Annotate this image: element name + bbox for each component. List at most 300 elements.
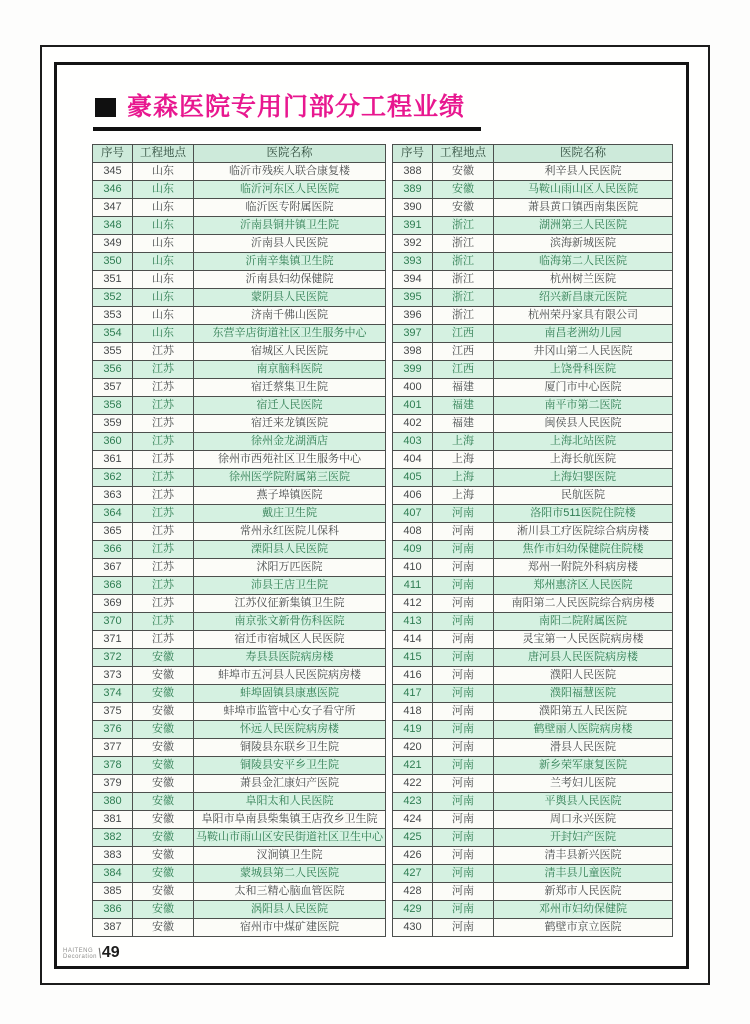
serial-cell: 414 bbox=[393, 631, 433, 649]
hospital-cell: 蚌埠市五河县人民医院病房楼 bbox=[194, 667, 386, 685]
page-number: 49 bbox=[101, 944, 120, 961]
serial-cell: 410 bbox=[393, 559, 433, 577]
location-cell: 山东 bbox=[133, 181, 194, 199]
serial-cell: 389 bbox=[393, 181, 433, 199]
hospital-cell: 临沂市残疾人联合康复楼 bbox=[194, 163, 386, 181]
location-cell: 浙江 bbox=[433, 289, 494, 307]
serial-cell: 387 bbox=[93, 919, 133, 937]
hospital-cell: 滨海新城医院 bbox=[494, 235, 673, 253]
hospital-cell: 涡阳县人民医院 bbox=[194, 901, 386, 919]
table-row bbox=[93, 361, 386, 379]
table-row bbox=[393, 289, 673, 307]
hospital-cell: 宿迁市宿城区人民医院 bbox=[194, 631, 386, 649]
serial-cell: 359 bbox=[93, 415, 133, 433]
hospital-cell: 汊涧镇卫生院 bbox=[194, 847, 386, 865]
location-cell: 江苏 bbox=[133, 559, 194, 577]
location-cell: 江西 bbox=[433, 343, 494, 361]
hospital-cell: 新郑市人民医院 bbox=[494, 883, 673, 901]
hospital-cell: 鹤壁丽人医院病房楼 bbox=[494, 721, 673, 739]
table-row bbox=[93, 703, 386, 721]
location-cell: 上海 bbox=[433, 469, 494, 487]
serial-cell: 350 bbox=[93, 253, 133, 271]
location-cell: 安徽 bbox=[133, 919, 194, 937]
table-row bbox=[393, 793, 673, 811]
table-row bbox=[93, 415, 386, 433]
serial-cell: 355 bbox=[93, 343, 133, 361]
serial-cell: 362 bbox=[93, 469, 133, 487]
table-row bbox=[93, 379, 386, 397]
location-cell: 河南 bbox=[433, 649, 494, 667]
location-cell: 江苏 bbox=[133, 577, 194, 595]
serial-cell: 385 bbox=[93, 883, 133, 901]
table-row bbox=[93, 523, 386, 541]
hospital-cell: 马鞍山雨山区人民医院 bbox=[494, 181, 673, 199]
hospital-cell: 上海长航医院 bbox=[494, 451, 673, 469]
hospital-cell: 焦作市妇幼保健院住院楼 bbox=[494, 541, 673, 559]
serial-cell: 395 bbox=[393, 289, 433, 307]
table-row bbox=[393, 775, 673, 793]
serial-cell: 424 bbox=[393, 811, 433, 829]
serial-cell: 402 bbox=[393, 415, 433, 433]
location-cell: 安徽 bbox=[133, 775, 194, 793]
hospital-cell: 江苏仪征新集镇卫生院 bbox=[194, 595, 386, 613]
serial-cell: 366 bbox=[93, 541, 133, 559]
serial-cell: 377 bbox=[93, 739, 133, 757]
hospital-cell: 南阳二院附属医院 bbox=[494, 613, 673, 631]
serial-cell: 401 bbox=[393, 397, 433, 415]
location-cell: 上海 bbox=[433, 433, 494, 451]
header-row bbox=[93, 145, 386, 163]
table-row bbox=[393, 199, 673, 217]
hospital-cell: 清丰县儿童医院 bbox=[494, 865, 673, 883]
location-cell: 安徽 bbox=[133, 811, 194, 829]
hospital-cell: 上海妇婴医院 bbox=[494, 469, 673, 487]
serial-cell: 399 bbox=[393, 361, 433, 379]
column-header: 工程地点 bbox=[433, 145, 494, 163]
serial-cell: 370 bbox=[93, 613, 133, 631]
brand-line1: HAITENG bbox=[63, 947, 94, 954]
location-cell: 山东 bbox=[133, 235, 194, 253]
table-row bbox=[93, 163, 386, 181]
location-cell: 河南 bbox=[433, 667, 494, 685]
hospital-cell: 杭州树兰医院 bbox=[494, 271, 673, 289]
table-row bbox=[93, 721, 386, 739]
hospital-cell: 兰考妇儿医院 bbox=[494, 775, 673, 793]
hospital-cell: 郑州惠济区人民医院 bbox=[494, 577, 673, 595]
serial-cell: 392 bbox=[393, 235, 433, 253]
table-row bbox=[393, 361, 673, 379]
table-row bbox=[93, 793, 386, 811]
hospital-cell: 洛阳市511医院住院楼 bbox=[494, 505, 673, 523]
hospital-cell: 利辛县人民医院 bbox=[494, 163, 673, 181]
location-cell: 上海 bbox=[433, 487, 494, 505]
location-cell: 江苏 bbox=[133, 469, 194, 487]
location-cell: 安徽 bbox=[133, 883, 194, 901]
serial-cell: 371 bbox=[93, 631, 133, 649]
serial-cell: 360 bbox=[93, 433, 133, 451]
serial-cell: 391 bbox=[393, 217, 433, 235]
location-cell: 浙江 bbox=[433, 217, 494, 235]
column-header: 序号 bbox=[93, 145, 133, 163]
page-title: 豪森医院专用门部分工程业绩 bbox=[127, 93, 466, 121]
table-row bbox=[393, 649, 673, 667]
serial-cell: 397 bbox=[393, 325, 433, 343]
table-row bbox=[393, 559, 673, 577]
serial-cell: 429 bbox=[393, 901, 433, 919]
location-cell: 河南 bbox=[433, 631, 494, 649]
serial-cell: 426 bbox=[393, 847, 433, 865]
table-row bbox=[393, 235, 673, 253]
location-cell: 河南 bbox=[433, 865, 494, 883]
location-cell: 河南 bbox=[433, 811, 494, 829]
table-row bbox=[93, 271, 386, 289]
location-cell: 河南 bbox=[433, 685, 494, 703]
location-cell: 福建 bbox=[433, 379, 494, 397]
table-row bbox=[393, 253, 673, 271]
table-row bbox=[93, 343, 386, 361]
serial-cell: 382 bbox=[93, 829, 133, 847]
location-cell: 安徽 bbox=[133, 901, 194, 919]
serial-cell: 374 bbox=[93, 685, 133, 703]
serial-cell: 418 bbox=[393, 703, 433, 721]
hospital-cell: 南京张文新骨伤科医院 bbox=[194, 613, 386, 631]
page-inner-border bbox=[54, 62, 689, 969]
table-row bbox=[393, 451, 673, 469]
table-row bbox=[393, 379, 673, 397]
serial-cell: 352 bbox=[93, 289, 133, 307]
serial-cell: 353 bbox=[93, 307, 133, 325]
hospital-cell: 滑县人民医院 bbox=[494, 739, 673, 757]
hospital-cell: 湖洲第三人民医院 bbox=[494, 217, 673, 235]
location-cell: 河南 bbox=[433, 595, 494, 613]
location-cell: 浙江 bbox=[433, 235, 494, 253]
table-row bbox=[393, 487, 673, 505]
location-cell: 安徽 bbox=[133, 793, 194, 811]
hospital-cell: 萧县金汇康妇产医院 bbox=[194, 775, 386, 793]
table-row bbox=[393, 325, 673, 343]
serial-cell: 357 bbox=[93, 379, 133, 397]
hospital-cell: 绍兴新昌康元医院 bbox=[494, 289, 673, 307]
table-row bbox=[93, 433, 386, 451]
results-table-right bbox=[392, 144, 673, 937]
serial-cell: 347 bbox=[93, 199, 133, 217]
serial-cell: 396 bbox=[393, 307, 433, 325]
location-cell: 安徽 bbox=[133, 667, 194, 685]
hospital-cell: 蚌埠市监管中心女子看守所 bbox=[194, 703, 386, 721]
serial-cell: 409 bbox=[393, 541, 433, 559]
table-row bbox=[393, 271, 673, 289]
hospital-cell: 厦门市中心医院 bbox=[494, 379, 673, 397]
serial-cell: 376 bbox=[93, 721, 133, 739]
table-row bbox=[93, 199, 386, 217]
hospital-cell: 蒙城县第二人民医院 bbox=[194, 865, 386, 883]
brand-text bbox=[63, 948, 97, 961]
table-row bbox=[93, 487, 386, 505]
location-cell: 河南 bbox=[433, 793, 494, 811]
location-cell: 河南 bbox=[433, 919, 494, 937]
serial-cell: 388 bbox=[393, 163, 433, 181]
serial-cell: 345 bbox=[93, 163, 133, 181]
hospital-cell: 蒙阴县人民医院 bbox=[194, 289, 386, 307]
hospital-cell: 濮阳人民医院 bbox=[494, 667, 673, 685]
hospital-cell: 宿城区人民医院 bbox=[194, 343, 386, 361]
location-cell: 浙江 bbox=[433, 253, 494, 271]
table-row bbox=[93, 451, 386, 469]
location-cell: 山东 bbox=[133, 325, 194, 343]
location-cell: 江苏 bbox=[133, 487, 194, 505]
column-header: 医院名称 bbox=[194, 145, 386, 163]
serial-cell: 405 bbox=[393, 469, 433, 487]
hospital-cell: 燕子埠镇医院 bbox=[194, 487, 386, 505]
serial-cell: 372 bbox=[93, 649, 133, 667]
location-cell: 河南 bbox=[433, 523, 494, 541]
location-cell: 江苏 bbox=[133, 361, 194, 379]
serial-cell: 400 bbox=[393, 379, 433, 397]
serial-cell: 421 bbox=[393, 757, 433, 775]
serial-cell: 369 bbox=[93, 595, 133, 613]
hospital-cell: 寿县县医院病房楼 bbox=[194, 649, 386, 667]
serial-cell: 368 bbox=[93, 577, 133, 595]
brand-line2: Decoration bbox=[63, 954, 98, 961]
table-row bbox=[393, 667, 673, 685]
logo-slash: \ bbox=[96, 945, 104, 961]
location-cell: 山东 bbox=[133, 307, 194, 325]
hospital-cell: 鹤壁市京立医院 bbox=[494, 919, 673, 937]
title-bullet-square-icon bbox=[95, 98, 116, 117]
serial-cell: 386 bbox=[93, 901, 133, 919]
hospital-cell: 南京脑科医院 bbox=[194, 361, 386, 379]
table-row bbox=[93, 685, 386, 703]
serial-cell: 365 bbox=[93, 523, 133, 541]
table-row bbox=[393, 757, 673, 775]
table-row bbox=[393, 631, 673, 649]
table-row bbox=[393, 343, 673, 361]
hospital-cell: 怀远人民医院病房楼 bbox=[194, 721, 386, 739]
location-cell: 河南 bbox=[433, 739, 494, 757]
table-header bbox=[393, 145, 673, 163]
hospital-cell: 沂南县铜井镇卫生院 bbox=[194, 217, 386, 235]
hospital-cell: 蚌埠固镇县康惠医院 bbox=[194, 685, 386, 703]
location-cell: 江苏 bbox=[133, 343, 194, 361]
table-row bbox=[393, 685, 673, 703]
table-row bbox=[93, 595, 386, 613]
hospital-cell: 新乡荣军康复医院 bbox=[494, 757, 673, 775]
serial-cell: 380 bbox=[93, 793, 133, 811]
serial-cell: 381 bbox=[93, 811, 133, 829]
serial-cell: 354 bbox=[93, 325, 133, 343]
serial-cell: 373 bbox=[93, 667, 133, 685]
hospital-cell: 东营辛店街道社区卫生服务中心 bbox=[194, 325, 386, 343]
location-cell: 安徽 bbox=[433, 163, 494, 181]
hospital-cell: 徐州医学院附属第三医院 bbox=[194, 469, 386, 487]
hospital-cell: 濮阳福慧医院 bbox=[494, 685, 673, 703]
hospital-cell: 临沂河东区人民医院 bbox=[194, 181, 386, 199]
location-cell: 河南 bbox=[433, 577, 494, 595]
hospital-cell: 淅川县工疗医院综合病房楼 bbox=[494, 523, 673, 541]
location-cell: 江苏 bbox=[133, 631, 194, 649]
table-row bbox=[93, 217, 386, 235]
table-row bbox=[393, 595, 673, 613]
location-cell: 江苏 bbox=[133, 451, 194, 469]
hospital-cell: 沛县王店卫生院 bbox=[194, 577, 386, 595]
hospital-cell: 溧阳县人民医院 bbox=[194, 541, 386, 559]
hospital-cell: 徐州市西苑社区卫生服务中心 bbox=[194, 451, 386, 469]
table-row bbox=[393, 883, 673, 901]
location-cell: 山东 bbox=[133, 289, 194, 307]
hospital-cell: 临海第二人民医院 bbox=[494, 253, 673, 271]
location-cell: 安徽 bbox=[133, 685, 194, 703]
table-row bbox=[393, 307, 673, 325]
publisher-logo bbox=[63, 945, 120, 961]
serial-cell: 406 bbox=[393, 487, 433, 505]
hospital-cell: 南昌老洲幼儿园 bbox=[494, 325, 673, 343]
location-cell: 河南 bbox=[433, 901, 494, 919]
serial-cell: 412 bbox=[393, 595, 433, 613]
section-title bbox=[93, 95, 481, 131]
table-row bbox=[93, 505, 386, 523]
hospital-cell: 阜阳市阜南县柴集镇王店孜乡卫生院 bbox=[194, 811, 386, 829]
serial-cell: 422 bbox=[393, 775, 433, 793]
table-row bbox=[393, 469, 673, 487]
serial-cell: 346 bbox=[93, 181, 133, 199]
table-row bbox=[393, 577, 673, 595]
page-outer-border bbox=[40, 45, 710, 985]
table-row bbox=[93, 649, 386, 667]
hospital-cell: 南阳第二人民医院综合病房楼 bbox=[494, 595, 673, 613]
table-row bbox=[93, 397, 386, 415]
hospital-cell: 阜阳太和人民医院 bbox=[194, 793, 386, 811]
serial-cell: 358 bbox=[93, 397, 133, 415]
location-cell: 安徽 bbox=[133, 847, 194, 865]
table-row bbox=[93, 883, 386, 901]
table-row bbox=[93, 901, 386, 919]
serial-cell: 348 bbox=[93, 217, 133, 235]
hospital-cell: 宿州市中煤矿建医院 bbox=[194, 919, 386, 937]
table-row bbox=[93, 235, 386, 253]
serial-cell: 364 bbox=[93, 505, 133, 523]
table-row bbox=[393, 811, 673, 829]
table-row bbox=[393, 865, 673, 883]
table-row bbox=[393, 433, 673, 451]
table-row bbox=[393, 703, 673, 721]
serial-cell: 356 bbox=[93, 361, 133, 379]
header-row bbox=[393, 145, 673, 163]
hospital-cell: 沂南县妇幼保健院 bbox=[194, 271, 386, 289]
location-cell: 安徽 bbox=[133, 739, 194, 757]
hospital-cell: 南平市第二医院 bbox=[494, 397, 673, 415]
location-cell: 山东 bbox=[133, 163, 194, 181]
hospital-cell: 铜陵县安平乡卫生院 bbox=[194, 757, 386, 775]
location-cell: 江苏 bbox=[133, 397, 194, 415]
serial-cell: 404 bbox=[393, 451, 433, 469]
serial-cell: 378 bbox=[93, 757, 133, 775]
serial-cell: 363 bbox=[93, 487, 133, 505]
table-row bbox=[93, 631, 386, 649]
hospital-cell: 井冈山第二人民医院 bbox=[494, 343, 673, 361]
table-row bbox=[393, 847, 673, 865]
location-cell: 安徽 bbox=[133, 865, 194, 883]
table-row bbox=[93, 757, 386, 775]
location-cell: 河南 bbox=[433, 613, 494, 631]
table-header bbox=[93, 145, 386, 163]
hospital-cell: 沂南辛集镇卫生院 bbox=[194, 253, 386, 271]
serial-cell: 425 bbox=[393, 829, 433, 847]
serial-cell: 428 bbox=[393, 883, 433, 901]
table-row bbox=[93, 253, 386, 271]
location-cell: 河南 bbox=[433, 703, 494, 721]
table-row bbox=[393, 163, 673, 181]
serial-cell: 394 bbox=[393, 271, 433, 289]
hospital-cell: 灵宝第一人民医院病房楼 bbox=[494, 631, 673, 649]
table-row bbox=[93, 541, 386, 559]
table-row bbox=[393, 217, 673, 235]
location-cell: 河南 bbox=[433, 775, 494, 793]
hospital-cell: 上海北站医院 bbox=[494, 433, 673, 451]
location-cell: 安徽 bbox=[433, 181, 494, 199]
serial-cell: 407 bbox=[393, 505, 433, 523]
hospital-cell: 清丰县新兴医院 bbox=[494, 847, 673, 865]
serial-cell: 361 bbox=[93, 451, 133, 469]
hospital-cell: 太和三精心脑血管医院 bbox=[194, 883, 386, 901]
location-cell: 河南 bbox=[433, 541, 494, 559]
location-cell: 江苏 bbox=[133, 379, 194, 397]
hospital-cell: 平舆县人民医院 bbox=[494, 793, 673, 811]
location-cell: 河南 bbox=[433, 505, 494, 523]
hospital-cell: 邓州市妇幼保健院 bbox=[494, 901, 673, 919]
serial-cell: 417 bbox=[393, 685, 433, 703]
hospital-cell: 宿迁蔡集卫生院 bbox=[194, 379, 386, 397]
location-cell: 江苏 bbox=[133, 613, 194, 631]
serial-cell: 423 bbox=[393, 793, 433, 811]
location-cell: 河南 bbox=[433, 721, 494, 739]
table-row bbox=[393, 541, 673, 559]
table-row bbox=[93, 469, 386, 487]
location-cell: 江苏 bbox=[133, 541, 194, 559]
location-cell: 山东 bbox=[133, 253, 194, 271]
hospital-cell: 沭阳万匹医院 bbox=[194, 559, 386, 577]
hospital-cell: 周口永兴医院 bbox=[494, 811, 673, 829]
serial-cell: 415 bbox=[393, 649, 433, 667]
location-cell: 安徽 bbox=[133, 757, 194, 775]
hospital-cell: 唐河县人民医院病房楼 bbox=[494, 649, 673, 667]
hospital-cell: 沂南县人民医院 bbox=[194, 235, 386, 253]
serial-cell: 430 bbox=[393, 919, 433, 937]
table-row bbox=[93, 775, 386, 793]
table-row bbox=[93, 847, 386, 865]
location-cell: 河南 bbox=[433, 847, 494, 865]
table-row bbox=[393, 397, 673, 415]
location-cell: 江西 bbox=[433, 325, 494, 343]
hospital-cell: 济南千佛山医院 bbox=[194, 307, 386, 325]
serial-cell: 379 bbox=[93, 775, 133, 793]
serial-cell: 403 bbox=[393, 433, 433, 451]
hospital-cell: 宿迁来龙镇医院 bbox=[194, 415, 386, 433]
hospital-cell: 开封妇产医院 bbox=[494, 829, 673, 847]
location-cell: 浙江 bbox=[433, 271, 494, 289]
location-cell: 江苏 bbox=[133, 433, 194, 451]
hospital-cell: 戴庄卫生院 bbox=[194, 505, 386, 523]
table-row bbox=[93, 559, 386, 577]
table-row bbox=[93, 829, 386, 847]
serial-cell: 427 bbox=[393, 865, 433, 883]
serial-cell: 413 bbox=[393, 613, 433, 631]
table-row bbox=[93, 811, 386, 829]
location-cell: 安徽 bbox=[133, 829, 194, 847]
hospital-cell: 宿迁人民医院 bbox=[194, 397, 386, 415]
table-row bbox=[393, 181, 673, 199]
table-row bbox=[93, 325, 386, 343]
serial-cell: 408 bbox=[393, 523, 433, 541]
